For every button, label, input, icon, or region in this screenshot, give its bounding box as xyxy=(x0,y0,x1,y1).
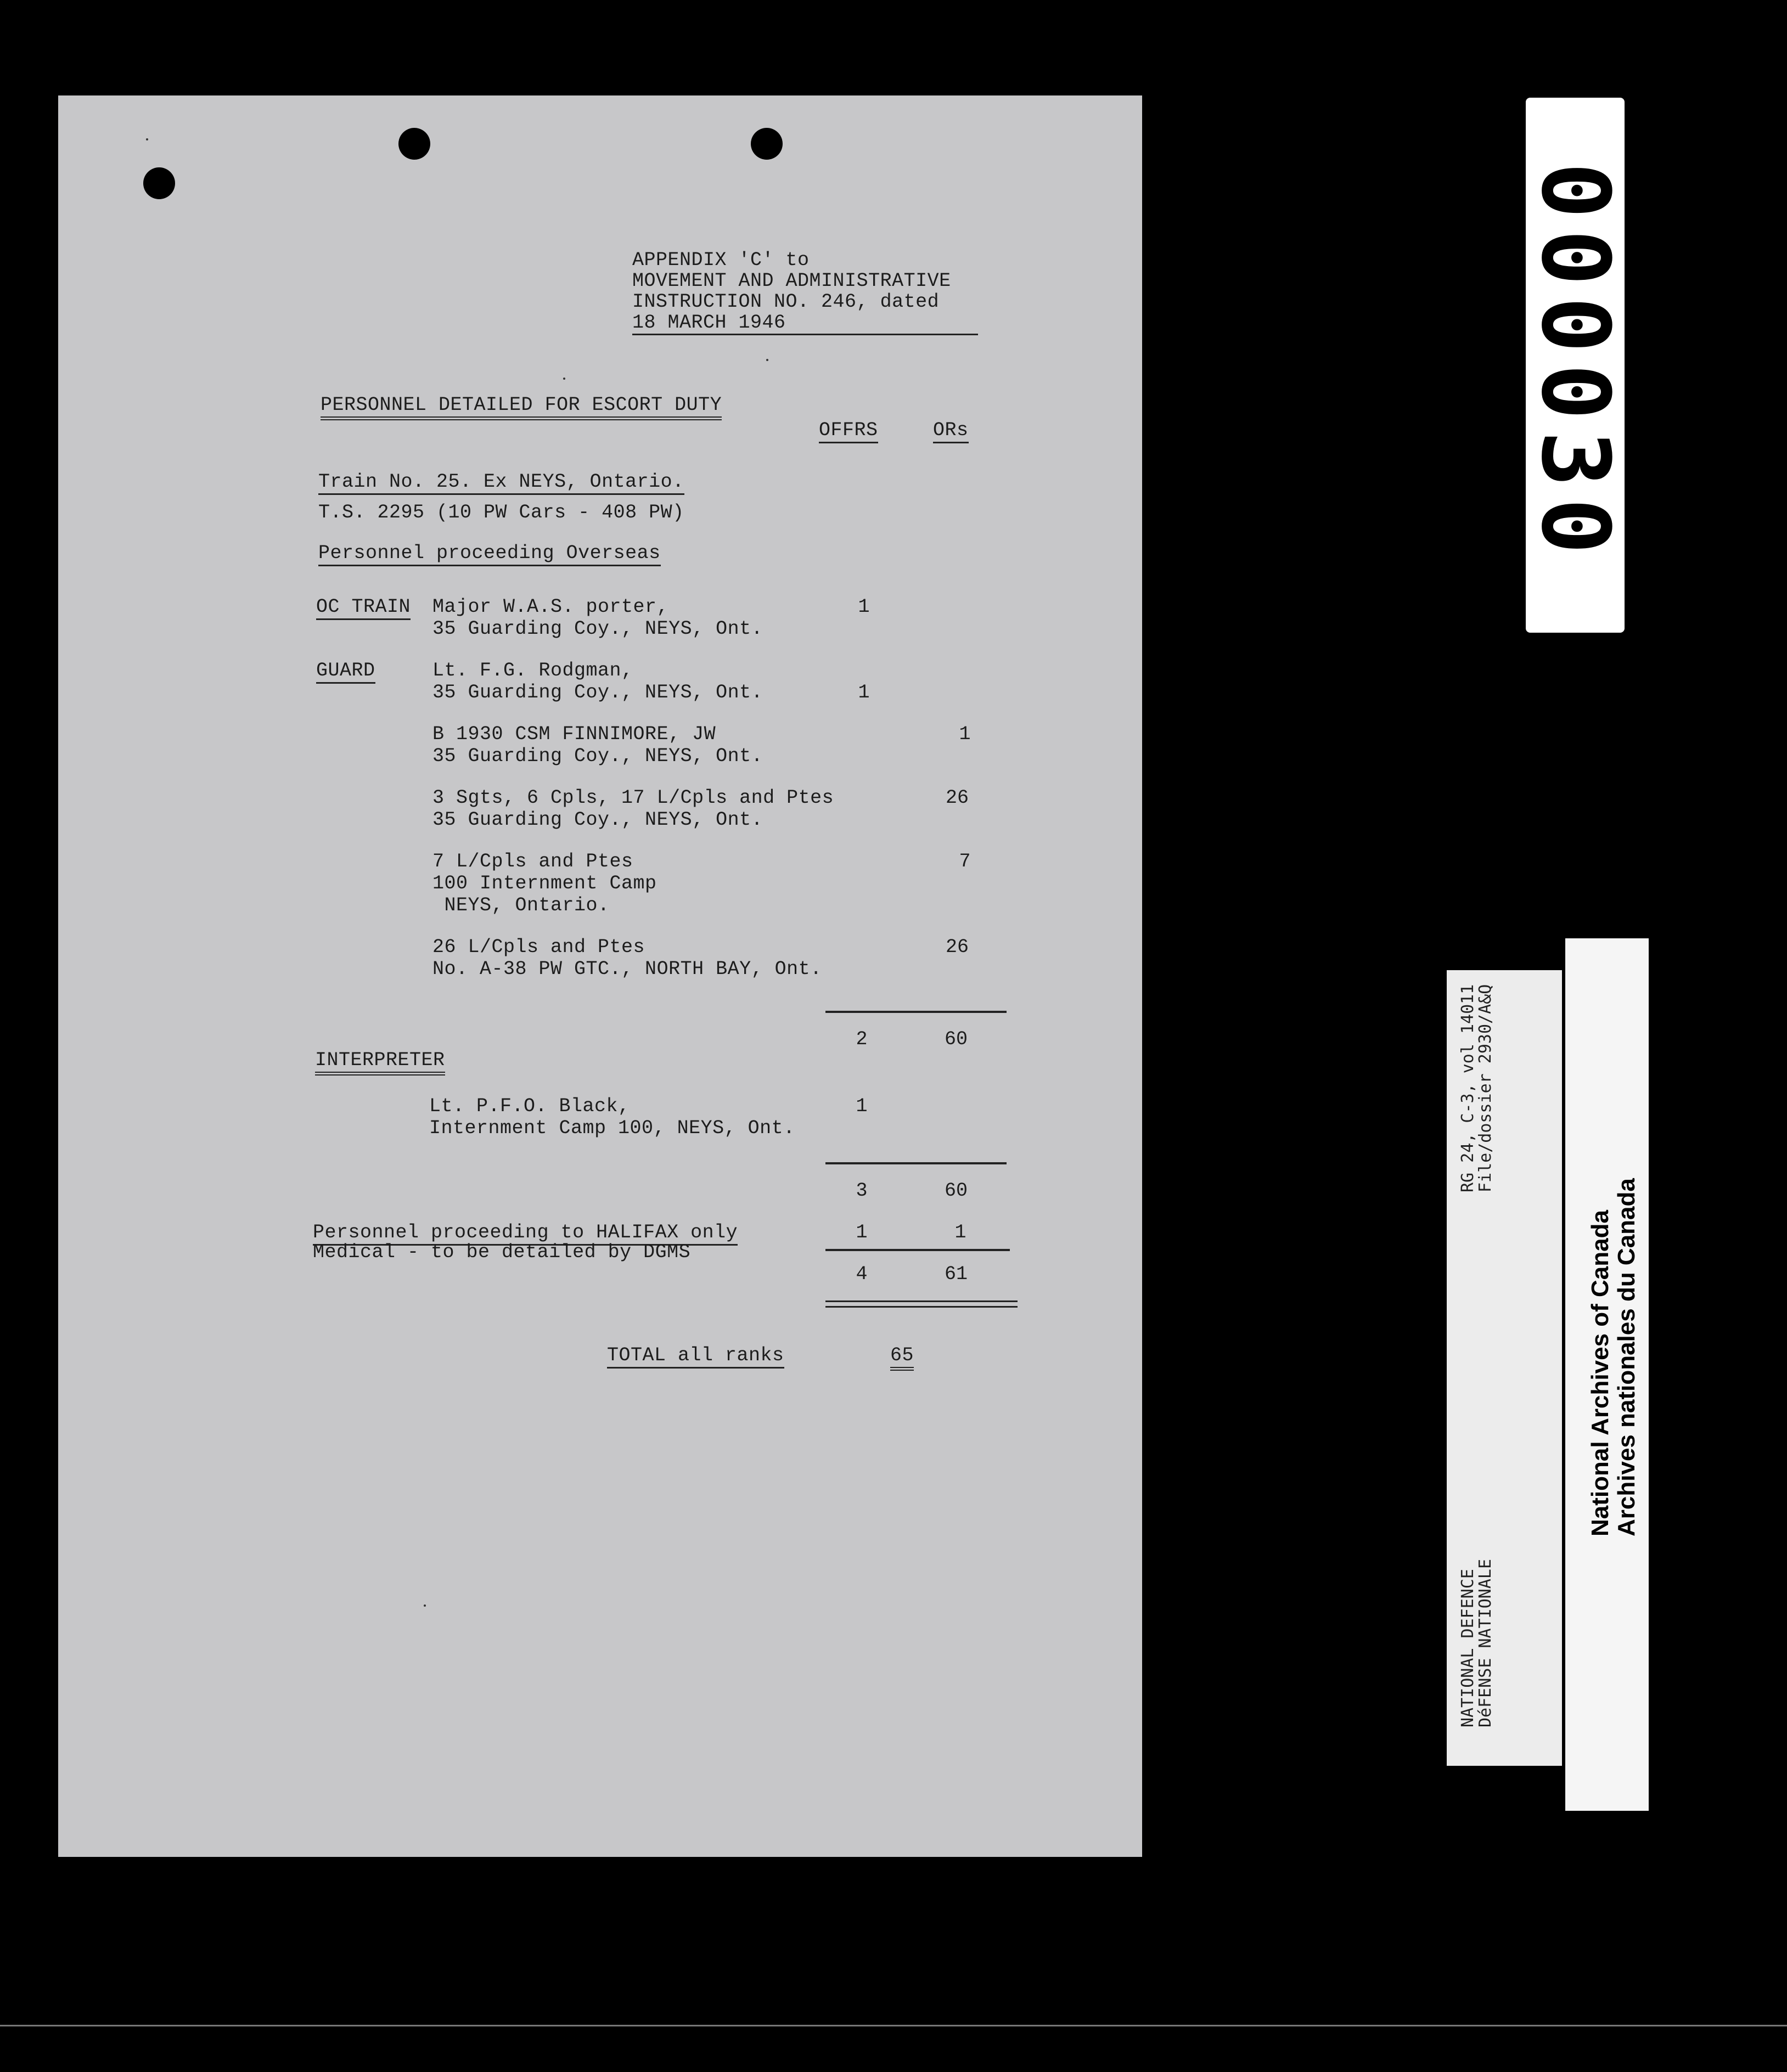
halifax-ors: 1 xyxy=(954,1221,966,1243)
document-page xyxy=(58,95,1142,1857)
archives-name-en: National Archives of Canada xyxy=(1587,1210,1614,1536)
entry-ors: 7 xyxy=(959,851,971,872)
entry-ors: 26 xyxy=(945,936,969,958)
paper-speck xyxy=(424,1604,426,1607)
interpreter-offrs: 1 xyxy=(856,1095,868,1117)
appendix-line: APPENDIX 'C' to xyxy=(632,249,810,271)
entry-name: Lt. F.G. Rodgman, xyxy=(432,660,633,682)
halifax-offrs: 1 xyxy=(856,1221,868,1243)
subtotal-ors: 60 xyxy=(944,1028,968,1050)
frame-number: 000030 xyxy=(1520,162,1629,566)
interpreter-label: INTERPRETER xyxy=(315,1049,445,1076)
entry-unit: 35 Guarding Coy., NEYS, Ont. xyxy=(432,682,763,703)
reference-card xyxy=(1447,970,1562,1766)
total-value: 65 xyxy=(890,1344,914,1371)
subtotal-rule xyxy=(825,1011,1007,1013)
entry-name: 26 L/Cpls and Ptes xyxy=(432,936,645,958)
interpreter-unit: Internment Camp 100, NEYS, Ont. xyxy=(429,1117,795,1139)
subtotal-offrs: 2 xyxy=(856,1028,868,1050)
halifax-line: Personnel proceeding to HALIFAX only xyxy=(313,1221,738,1246)
archives-name-fr: Archives nationales du Canada xyxy=(1613,1178,1640,1536)
interpreter-name: Lt. P.F.O. Black, xyxy=(429,1095,630,1117)
entry-location: NEYS, Ontario. xyxy=(432,894,610,916)
paper-speck xyxy=(766,359,768,361)
entry-unit: 35 Guarding Coy., NEYS, Ont. xyxy=(432,745,763,767)
entry-name: 3 Sgts, 6 Cpls, 17 L/Cpls and Ptes xyxy=(432,787,834,809)
entry-unit: 35 Guarding Coy., NEYS, Ont. xyxy=(432,809,763,831)
frame-number-label xyxy=(1520,98,1629,633)
train-details: T.S. 2295 (10 PW Cars - 408 PW) xyxy=(318,502,684,523)
punch-hole xyxy=(143,167,175,199)
entry-name: Major W.A.S. porter, xyxy=(432,596,669,618)
double-rule xyxy=(825,1300,1018,1308)
subtotal-ors: 61 xyxy=(944,1263,968,1285)
entry-unit: No. A-38 PW GTC., NORTH BAY, Ont. xyxy=(432,958,822,980)
section-title: PERSONNEL DETAILED FOR ESCORT DUTY xyxy=(321,394,722,420)
column-header-offrs: OFFRS xyxy=(819,419,878,443)
entry-unit: 35 Guarding Coy., NEYS, Ont. xyxy=(432,618,763,640)
film-edge-line xyxy=(0,2025,1787,2026)
entry-offrs: 1 xyxy=(858,682,870,703)
entry-label: OC TRAIN xyxy=(316,596,411,620)
reference-line: File/dossier 2930/A&Q xyxy=(1476,984,1495,1192)
subtotal-offrs: 4 xyxy=(856,1263,868,1285)
department-line: NATIONAL DEFENCE xyxy=(1458,1569,1477,1727)
entry-ors: 26 xyxy=(945,787,969,809)
punch-hole xyxy=(751,128,783,160)
entry-label: GUARD xyxy=(316,660,375,684)
subsection-overseas: Personnel proceeding Overseas xyxy=(318,542,661,566)
subtotal-offrs: 3 xyxy=(856,1180,868,1202)
entry-offrs: 1 xyxy=(858,596,870,618)
entry-unit: 100 Internment Camp xyxy=(432,872,657,894)
paper-speck xyxy=(563,378,565,380)
paper-speck xyxy=(146,138,148,140)
appendix-line: INSTRUCTION NO. 246, dated xyxy=(632,291,940,313)
train-number: Train No. 25. Ex NEYS, Ontario. xyxy=(318,471,684,495)
entry-ors: 1 xyxy=(959,723,971,745)
medical-line: Medical - to be detailed by DGMS xyxy=(313,1241,691,1263)
appendix-line: MOVEMENT AND ADMINISTRATIVE xyxy=(632,270,951,292)
entry-name: 7 L/Cpls and Ptes xyxy=(432,851,633,872)
subtotal-rule xyxy=(825,1249,1010,1251)
entry-name: B 1930 CSM FINNIMORE, JW xyxy=(432,723,716,745)
department-line: DéFENSE NATIONALE xyxy=(1476,1558,1495,1727)
subtotal-ors: 60 xyxy=(944,1180,968,1202)
subtotal-rule xyxy=(825,1162,1007,1164)
archives-card xyxy=(1565,938,1649,1811)
reference-line: RG 24, C-3, vol 14011 xyxy=(1458,984,1477,1192)
column-header-ors: ORs xyxy=(933,419,969,443)
total-label: TOTAL all ranks xyxy=(607,1344,784,1369)
punch-hole xyxy=(398,128,430,160)
appendix-date: 18 MARCH 1946 xyxy=(632,312,978,335)
